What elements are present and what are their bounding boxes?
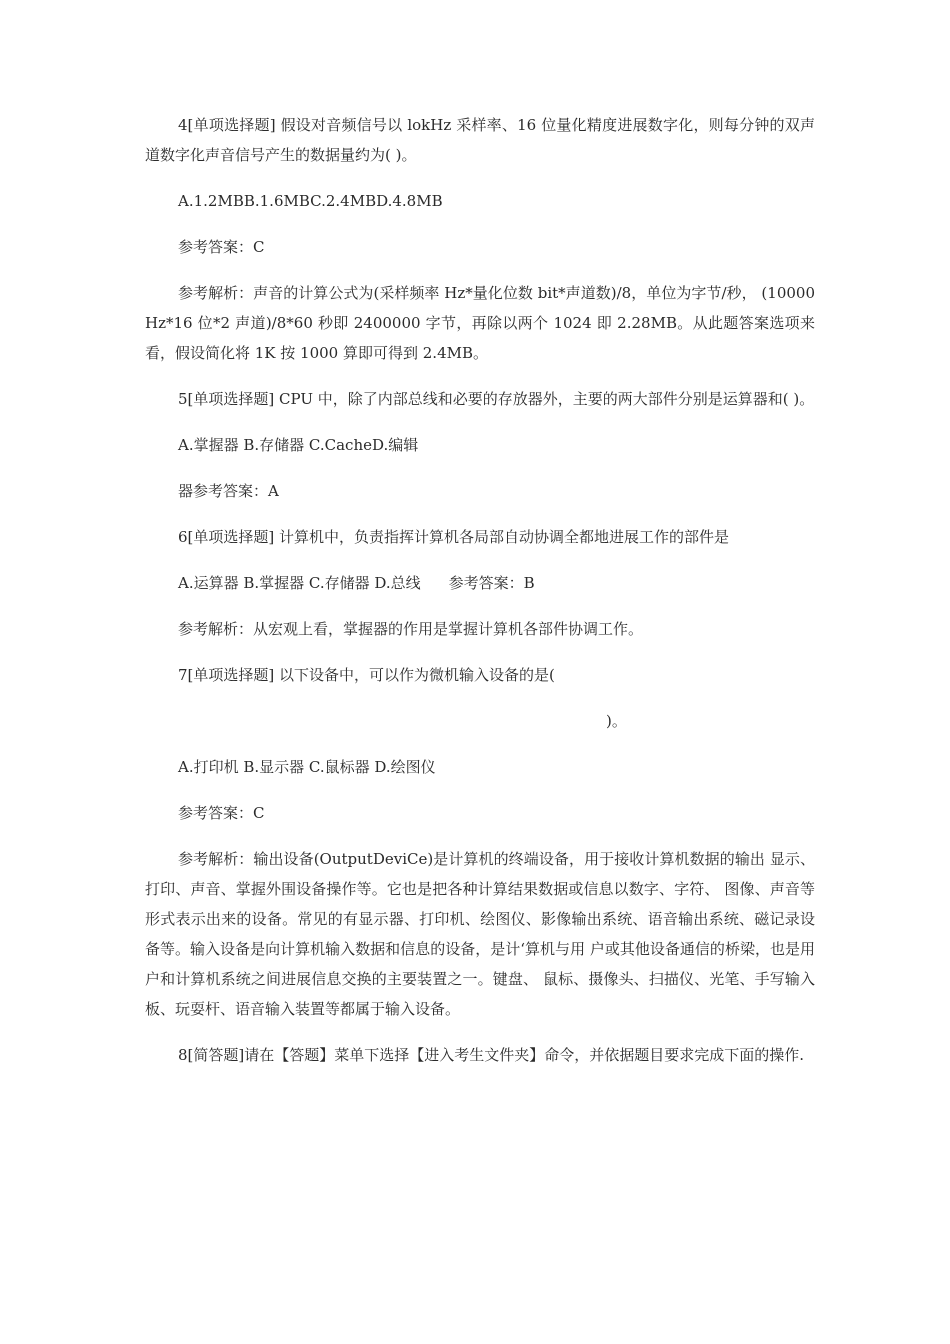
question-7-stem-end: )。 bbox=[606, 712, 627, 730]
question-4-answer: 参考答案：C bbox=[178, 238, 265, 256]
document-body bbox=[145, 110, 815, 1086]
question-7-analysis: 参考解析：输出设备(OutputDeviCe)是计算机的终端设备，用于接收计算机数据的输出 显示、打印、声音、掌握外围设备操作等。它也是把各种计算结果数据或信息以数字、字符、 图像、声音等形式表示出来的设备。常见的有显示器、打印机、绘图仪、影像输出系统、语音输出系统、磁记录设备等。输入设备是向计算机输入数据和信息的设备，是计‘算机与用 户或其他设备通信的桥梁，也是用户和计算机系统之间进展信息交换的主要装置之一。键盘、 鼠标、摄像头、扫描仪、光笔、手写输入板、玩耍杆、语音输入装置等都属于输入设备。 bbox=[145, 850, 815, 1018]
question-6-analysis: 参考解析：从宏观上看，掌握器的作用是掌握计算机各部件协调工作。 bbox=[178, 620, 644, 638]
question-6-answer: 参考答案：B bbox=[448, 574, 535, 592]
question-6-stem: 6[单项选择题] 计算机中，负责指挥计算机各局部自动协调全都地进展工作的部件是 bbox=[178, 528, 730, 546]
question-7-options: A.打印机 B.显示器 C.鼠标器 D.绘图仪 bbox=[178, 758, 436, 776]
question-7-answer: 参考答案：C bbox=[178, 804, 265, 822]
question-4-stem: 4[单项选择题] 假设对音频信号以 lokHz 采样率、16 位量化精度进展数字化，则每分钟的双声道数字化声音信号产生的数据量约为( )。 bbox=[145, 116, 815, 164]
question-5-answer: 器参考答案：A bbox=[178, 482, 279, 500]
question-8-stem: 8[简答题]请在【答题】菜单下选择【进入考生文件夹】命令，并依据题目要求完成下面的操作. bbox=[178, 1046, 805, 1064]
question-5-stem: 5[单项选择题] CPU 中，除了内部总线和必要的存放器外，主要的两大部件分别是运算器和( )。 bbox=[178, 390, 815, 408]
question-5-options: A.掌握器 B.存储器 C.CacheD.编辑 bbox=[178, 436, 419, 454]
question-6-options: A.运算器 B.掌握器 C.存储器 D.总线 bbox=[178, 574, 421, 592]
question-4-options: A.1.2MBB.1.6MBC.2.4MBD.4.8MB bbox=[178, 192, 443, 210]
question-6-options-line bbox=[145, 568, 815, 598]
question-4-analysis: 参考解析：声音的计算公式为(采样频率 Hz*量化位数 bit*声道数)/8，单位为字节/秒， (10000Hz*16 位*2 声道)/8*60 秒即 2400000 字节，再除以两个 1024 即 2.28MB。从此题答案选项来看，假设简化将 1K 按 1000 算即可得到 2.4MB。 bbox=[145, 284, 815, 362]
question-7-stem: 7[单项选择题] 以下设备中，可以作为微机输入设备的是( bbox=[178, 666, 555, 684]
